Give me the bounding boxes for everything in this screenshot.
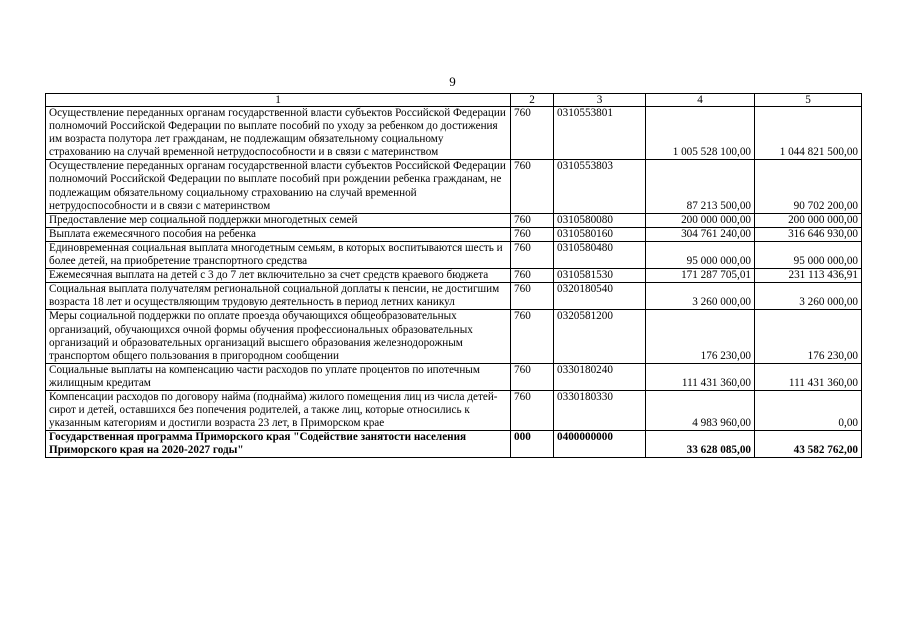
header-col-1: 1 <box>46 94 511 107</box>
row-ministry-code-cell: 760 <box>511 213 554 227</box>
row-amount-year2-cell: 176 230,00 <box>755 310 862 363</box>
row-amount-year1-cell: 176 230,00 <box>646 310 755 363</box>
row-ministry-code-cell: 000 <box>511 431 554 458</box>
row-amount-year2-cell: 3 260 000,00 <box>755 283 862 310</box>
row-amount-year2-cell: 95 000 000,00 <box>755 241 862 268</box>
row-amount-year2-cell: 111 431 360,00 <box>755 363 862 390</box>
table-row <box>46 310 862 363</box>
row-ministry-code-cell: 760 <box>511 160 554 213</box>
table-row <box>46 241 862 268</box>
table-row <box>46 227 862 241</box>
table-row <box>46 363 862 390</box>
row-target-code-cell: 0330180330 <box>554 390 646 430</box>
row-ministry-code-cell: 760 <box>511 283 554 310</box>
row-amount-year2-cell: 90 702 200,00 <box>755 160 862 213</box>
row-name-cell: Осуществление переданных органам государственной власти субъектов Российской Федерации полномочий Российской Федерации по выплате пособий по уходу за ребенком до достижения им возраста полутора лет гражданам, не подлежащим обязательному социальному страхованию на случай временной нетрудоспособности и в связи с материнством <box>46 107 511 160</box>
row-target-code-cell: 0310580080 <box>554 213 646 227</box>
table-row <box>46 269 862 283</box>
row-name-cell: Предоставление мер социальной поддержки многодетных семей <box>46 213 511 227</box>
row-name-cell: Осуществление переданных органам государственной власти субъектов Российской Федерации полномочий Российской Федерации по выплате пособий при рождении ребенка гражданам, не подлежащим обязательному социальному страхованию на случай временной нетрудоспособности и в связи с материнством <box>46 160 511 213</box>
row-target-code-cell: 0330180240 <box>554 363 646 390</box>
header-col-4: 4 <box>646 94 755 107</box>
row-amount-year2-cell: 200 000 000,00 <box>755 213 862 227</box>
row-target-code-cell: 0400000000 <box>554 431 646 458</box>
row-amount-year1-cell: 95 000 000,00 <box>646 241 755 268</box>
row-ministry-code-cell: 760 <box>511 227 554 241</box>
header-col-3: 3 <box>554 94 646 107</box>
row-target-code-cell: 0320581200 <box>554 310 646 363</box>
row-name-cell: Меры социальной поддержки по оплате проезда обучающихся общеобразовательных организаций, обучающихся очной формы обучения профессиональных образовательных организаций и образовательных организаций высшего образования железнодорожным транспортом общего пользования в пригородном сообщении <box>46 310 511 363</box>
row-amount-year1-cell: 33 628 085,00 <box>646 431 755 458</box>
row-ministry-code-cell: 760 <box>511 241 554 268</box>
table-row <box>46 107 862 160</box>
row-name-cell: Социальные выплаты на компенсацию части расходов по уплате процентов по ипотечным жилищным кредитам <box>46 363 511 390</box>
table-row <box>46 213 862 227</box>
row-amount-year2-cell: 1 044 821 500,00 <box>755 107 862 160</box>
header-col-5: 5 <box>755 94 862 107</box>
page-number: 9 <box>449 74 456 89</box>
table-row <box>46 431 862 458</box>
row-amount-year2-cell: 316 646 930,00 <box>755 227 862 241</box>
row-amount-year1-cell: 200 000 000,00 <box>646 213 755 227</box>
row-amount-year1-cell: 304 761 240,00 <box>646 227 755 241</box>
row-amount-year1-cell: 4 983 960,00 <box>646 390 755 430</box>
table-row <box>46 283 862 310</box>
row-name-cell: Социальная выплата получателям региональной социальной доплаты к пенсии, не достигшим возраста 18 лет и осуществляющим трудовую деятельность в период летних каникул <box>46 283 511 310</box>
row-name-cell: Выплата ежемесячного пособия на ребенка <box>46 227 511 241</box>
row-target-code-cell: 0310580160 <box>554 227 646 241</box>
row-target-code-cell: 0310581530 <box>554 269 646 283</box>
table-row <box>46 160 862 213</box>
table-header-row <box>46 94 862 107</box>
row-target-code-cell: 0310553803 <box>554 160 646 213</box>
row-amount-year1-cell: 171 287 705,01 <box>646 269 755 283</box>
row-ministry-code-cell: 760 <box>511 363 554 390</box>
row-ministry-code-cell: 760 <box>511 390 554 430</box>
row-name-cell: Компенсации расходов по договору найма (поднайма) жилого помещения лиц из числа детей-сирот и детей, оставшихся без попечения родителей, а также лиц, которые относились к указанным категориям и достигли возраста 23 лет, в Приморском крае <box>46 390 511 430</box>
row-amount-year1-cell: 1 005 528 100,00 <box>646 107 755 160</box>
row-amount-year1-cell: 87 213 500,00 <box>646 160 755 213</box>
row-ministry-code-cell: 760 <box>511 269 554 283</box>
row-amount-year1-cell: 3 260 000,00 <box>646 283 755 310</box>
row-target-code-cell: 0320180540 <box>554 283 646 310</box>
header-col-2: 2 <box>511 94 554 107</box>
row-ministry-code-cell: 760 <box>511 310 554 363</box>
row-target-code-cell: 0310580480 <box>554 241 646 268</box>
row-amount-year1-cell: 111 431 360,00 <box>646 363 755 390</box>
row-amount-year2-cell: 43 582 762,00 <box>755 431 862 458</box>
row-ministry-code-cell: 760 <box>511 107 554 160</box>
row-name-cell: Единовременная социальная выплата многодетным семьям, в которых воспитываются шесть и более детей, на приобретение транспортного средства <box>46 241 511 268</box>
table-row <box>46 390 862 430</box>
budget-table <box>45 93 862 458</box>
row-target-code-cell: 0310553801 <box>554 107 646 160</box>
row-name-cell: Государственная программа Приморского края "Содействие занятости населения Приморского края на 2020-2027 годы" <box>46 431 511 458</box>
row-name-cell: Ежемесячная выплата на детей с 3 до 7 лет включительно за счет средств краевого бюджета <box>46 269 511 283</box>
row-amount-year2-cell: 231 113 436,91 <box>755 269 862 283</box>
row-amount-year2-cell: 0,00 <box>755 390 862 430</box>
